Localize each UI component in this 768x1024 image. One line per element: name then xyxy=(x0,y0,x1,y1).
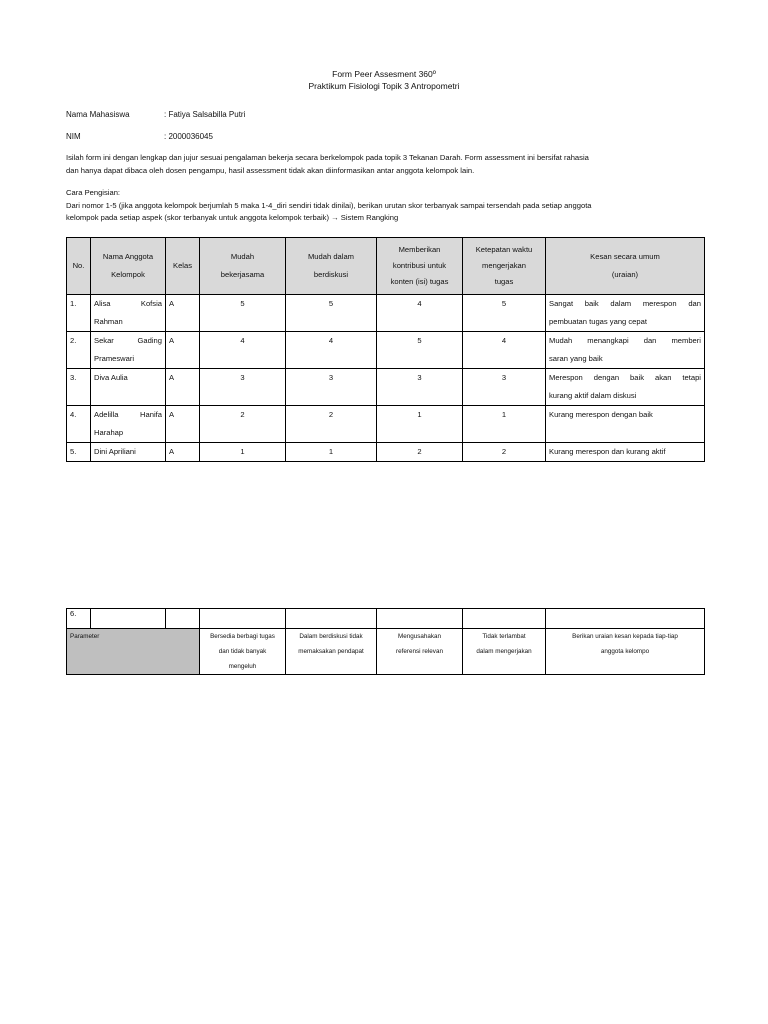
parameter-table xyxy=(66,608,705,675)
param-text: memaksakan pendapat xyxy=(298,648,364,655)
param-text: mengeluh xyxy=(228,663,257,670)
cell-kelas xyxy=(166,609,200,629)
table-row xyxy=(67,406,705,443)
cell-kesan xyxy=(546,609,705,629)
nim-label: NIM xyxy=(66,132,81,141)
col-header-kontribusi xyxy=(377,238,463,295)
cell-name xyxy=(91,443,166,462)
cell-score: 3 xyxy=(377,369,463,406)
parameter-kontribusi xyxy=(377,629,463,675)
header-text: bekerjasama xyxy=(220,270,265,279)
cell-score: 2 xyxy=(286,406,377,443)
param-text: referensi relevan xyxy=(396,648,443,655)
cell-score xyxy=(200,609,286,629)
cell-score: 5 xyxy=(286,295,377,332)
cell-score: 2 xyxy=(463,443,546,462)
cell-score: 2 xyxy=(200,406,286,443)
intro-paragraph xyxy=(66,152,706,177)
cell-score xyxy=(463,609,546,629)
parameter-row xyxy=(67,629,705,675)
header-text: Ketepatan waktu xyxy=(475,245,533,254)
assessment-table xyxy=(66,237,705,462)
cell-text: Harahap xyxy=(94,428,124,437)
cell-score: 4 xyxy=(200,332,286,369)
param-text: Berikan uraian kesan kepada tiap-tiap xyxy=(572,633,678,640)
col-header-bekerjasama xyxy=(200,238,286,295)
header-row xyxy=(67,238,705,295)
cell-text: Alisa Kofsia xyxy=(94,299,162,308)
cell-no: 3. xyxy=(67,369,91,406)
cell-text: Adelilla Hanifa xyxy=(94,410,162,419)
cell-text: Diva Aulia xyxy=(94,373,128,382)
cell-kelas: A xyxy=(166,443,200,462)
cell-text: Sangat baik dalam merespon dan xyxy=(549,299,701,308)
parameter-label: Parameter xyxy=(67,629,200,675)
table-row xyxy=(67,443,705,462)
cell-kesan xyxy=(546,295,705,332)
table-row xyxy=(67,369,705,406)
cell-name xyxy=(91,332,166,369)
form-subtitle: Praktikum Fisiologi Topik 3 Antropometri xyxy=(308,81,460,91)
cell-text: Rahman xyxy=(94,317,123,326)
header-text: mengerjakan xyxy=(482,261,526,270)
header-text: konten (isi) tugas xyxy=(390,277,449,286)
cell-score: 1 xyxy=(286,443,377,462)
cell-text: saran yang baik xyxy=(549,354,603,363)
col-header-ketepatan xyxy=(463,238,546,295)
cell-score: 4 xyxy=(377,295,463,332)
form-title: Form Peer Assesment 360º xyxy=(332,69,436,79)
cell-kelas: A xyxy=(166,369,200,406)
col-header-no: No. xyxy=(67,238,91,295)
parameter-bekerjasama xyxy=(200,629,286,675)
param-text: Tidak terlambat xyxy=(482,633,526,640)
header-text: Mudah dalam xyxy=(307,252,354,261)
table-row xyxy=(67,295,705,332)
parameter-ketepatan xyxy=(463,629,546,675)
cell-kesan xyxy=(546,369,705,406)
header-text: Memberikan xyxy=(398,245,441,254)
table-row xyxy=(67,332,705,369)
cell-no: 6. xyxy=(67,609,91,629)
cell-no: 4. xyxy=(67,406,91,443)
param-text: dan tidak banyak xyxy=(218,648,267,655)
parameter-berdiskusi xyxy=(286,629,377,675)
cell-no: 1. xyxy=(67,295,91,332)
cell-kesan xyxy=(546,406,705,443)
cell-score xyxy=(377,609,463,629)
cell-text: kurang aktif dalam diskusi xyxy=(549,391,637,400)
cell-name xyxy=(91,369,166,406)
table-row xyxy=(67,609,705,629)
cell-score: 3 xyxy=(200,369,286,406)
header-text: Mudah xyxy=(230,252,255,261)
intro-line-1: Isilah form ini dengan lengkap dan jujur sesuai pengalaman bekerja secara berkelompok pada topik 3 Tekanan Darah. Form assessment ini bersifat rahasia xyxy=(66,153,589,162)
param-text: dalam mengerjakan xyxy=(476,648,532,655)
cell-score: 5 xyxy=(377,332,463,369)
intro-line-2: dan hanya dapat dibaca oleh dosen pengampu, hasil assessment tidak akan diinformasikan antar anggota kelompok lain. xyxy=(66,165,475,175)
cell-score: 5 xyxy=(200,295,286,332)
instructions-paragraph xyxy=(66,187,706,225)
cell-text: Prameswari xyxy=(94,354,135,363)
how-line-2: kelompok pada setiap aspek (skor terbanyak untuk anggota kelompok terbaik) → Sistem Rangking xyxy=(66,213,399,222)
cell-kesan xyxy=(546,332,705,369)
cell-kesan xyxy=(546,443,705,462)
cell-text: Kurang merespon dengan baik xyxy=(549,410,653,419)
param-text: Bersedia berbagi tugas xyxy=(210,633,275,640)
nim-value: : 2000036045 xyxy=(164,132,213,141)
col-header-kelas: Kelas xyxy=(166,238,200,295)
cell-score xyxy=(286,609,377,629)
param-text: anggota kelompo xyxy=(600,648,650,655)
cell-name xyxy=(91,406,166,443)
cell-text: Mudah menangkapi dan memberi xyxy=(549,336,701,345)
cell-score: 5 xyxy=(463,295,546,332)
header-text: Nama Anggota xyxy=(102,252,154,261)
name-label: Nama Mahasiswa xyxy=(66,110,130,119)
cell-text: Sekar Gading xyxy=(94,336,162,345)
header-text: (uraian) xyxy=(611,270,639,279)
cell-score: 3 xyxy=(463,369,546,406)
col-header-berdiskusi xyxy=(286,238,377,295)
col-header-kesan xyxy=(546,238,705,295)
param-text: Mengusahakan xyxy=(397,633,442,640)
param-text: Dalam berdiskusi tidak xyxy=(299,633,363,640)
header-text: Kesan secara umum xyxy=(590,252,660,261)
cell-score: 1 xyxy=(377,406,463,443)
cell-score: 3 xyxy=(286,369,377,406)
cell-text: Dini Apriliani xyxy=(94,447,136,456)
cell-no: 5. xyxy=(67,443,91,462)
cell-text: pembuatan tugas yang cepat xyxy=(549,317,647,326)
header-text: tugas xyxy=(494,277,514,286)
cell-text: Kurang merespon dan kurang aktif xyxy=(549,447,666,456)
cell-score: 2 xyxy=(377,443,463,462)
cell-kelas: A xyxy=(166,332,200,369)
cell-name xyxy=(91,295,166,332)
how-title: Cara Pengisian: xyxy=(66,188,121,197)
header-text: berdiskusi xyxy=(313,270,349,279)
cell-score: 4 xyxy=(286,332,377,369)
cell-kelas: A xyxy=(166,406,200,443)
header-text: kontribusi untuk xyxy=(392,261,447,270)
parameter-kesan xyxy=(546,629,705,675)
cell-score: 1 xyxy=(463,406,546,443)
name-value: : Fatiya Salsabilla Putri xyxy=(164,110,246,119)
how-line-1: Dari nomor 1-5 (jika anggota kelompok berjumlah 5 maka 1-4_diri sendiri tidak dinilai), berikan urutan skor terbanyak sampai tersendah pada setiap anggota xyxy=(66,200,592,210)
cell-name xyxy=(91,609,166,629)
cell-score: 1 xyxy=(200,443,286,462)
cell-no: 2. xyxy=(67,332,91,369)
header-text: Kelompok xyxy=(111,270,145,279)
col-header-name xyxy=(91,238,166,295)
cell-score: 4 xyxy=(463,332,546,369)
cell-text: Merespon dengan baik akan tetapi xyxy=(549,373,701,382)
cell-kelas: A xyxy=(166,295,200,332)
